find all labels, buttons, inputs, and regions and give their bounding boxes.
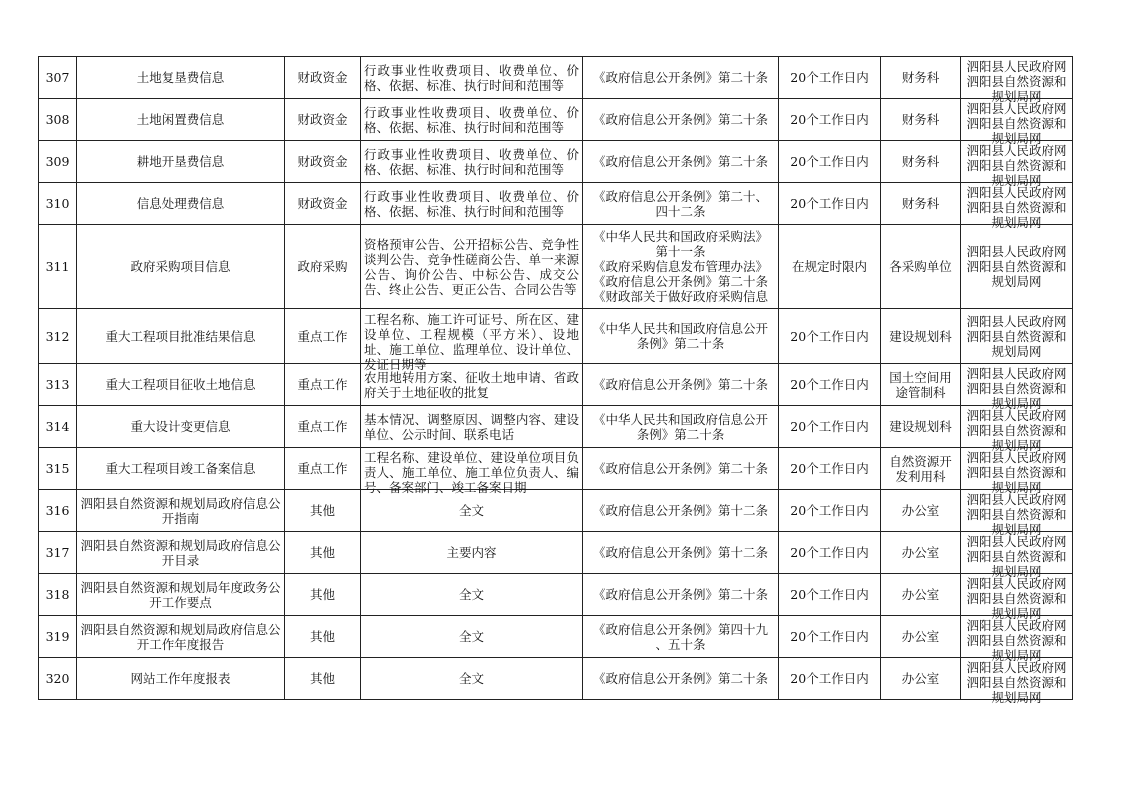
- item-content: [361, 364, 583, 406]
- item-content-text: 资格预审公告、公开招标公告、竞争性谈判公告、竞争性磋商公告、单一来源公告、询价公告、中标公告、成交公告、终止公告、更正公告、合同公告等: [364, 236, 579, 297]
- item-content: [361, 183, 583, 225]
- item-content: 全文: [361, 574, 583, 616]
- table-row: [39, 141, 1073, 183]
- item-name: 泗阳县自然资源和规划局政府信息公开指南: [77, 490, 285, 532]
- item-name: 泗阳县自然资源和规划局政府信息公开工作年度报告: [77, 616, 285, 658]
- table-row: [39, 57, 1073, 99]
- item-channel-text: 泗阳县人民政府网 泗阳县自然资源和规划局网: [966, 59, 1067, 104]
- item-category: 其他: [285, 490, 361, 532]
- table-row: [39, 490, 1073, 532]
- item-department: 建设规划科: [881, 406, 961, 448]
- item-channel-text: 泗阳县人民政府网 泗阳县自然资源和规划局网: [966, 185, 1067, 230]
- item-legal-basis: 《政府信息公开条例》第二十条: [583, 141, 779, 183]
- item-name: 重大工程项目竣工备案信息: [77, 448, 285, 490]
- item-time-limit: 20个工作日内: [779, 532, 881, 574]
- item-channel: [961, 309, 1073, 364]
- item-department: 办公室: [881, 658, 961, 700]
- row-number: 319: [39, 616, 77, 658]
- table-row: [39, 406, 1073, 448]
- item-channel: [961, 448, 1073, 495]
- row-number: 314: [39, 406, 77, 448]
- item-channel: [961, 616, 1073, 663]
- item-time-limit: 在规定时限内: [779, 225, 881, 309]
- item-content: [361, 57, 583, 99]
- item-channel-text: 泗阳县人民政府网 泗阳县自然资源和规划局网: [966, 660, 1067, 705]
- item-legal-basis: 《政府信息公开条例》第十二条: [583, 532, 779, 574]
- row-number: 307: [39, 57, 77, 99]
- item-content-text: 行政事业性收费项目、收费单位、价格、依据、标准、执行时间和范围等: [364, 188, 579, 219]
- item-content-text: 工程名称、建设单位、建设单位项目负责人、施工单位、施工单位负责人、编号、备案部门、竣工备案日期: [364, 450, 579, 495]
- item-legal-basis: [583, 225, 779, 309]
- item-time-limit: 20个工作日内: [779, 448, 881, 490]
- item-channel-text: 泗阳县人民政府网 泗阳县自然资源和规划局网: [966, 101, 1067, 146]
- item-channel-text: 泗阳县人民政府网 泗阳县自然资源和规划局网: [966, 450, 1067, 495]
- item-content: [361, 225, 583, 309]
- item-name: 重大设计变更信息: [77, 406, 285, 448]
- item-legal-basis: 《政府信息公开条例》第二十条: [583, 57, 779, 99]
- item-category: 财政资金: [285, 57, 361, 99]
- item-channel-text: 泗阳县人民政府网 泗阳县自然资源和规划局网: [966, 366, 1067, 411]
- item-name: 政府采购项目信息: [77, 225, 285, 309]
- item-department: 办公室: [881, 616, 961, 658]
- item-channel: [961, 406, 1073, 453]
- item-category: 重点工作: [285, 406, 361, 448]
- item-department: 财务科: [881, 141, 961, 183]
- item-name: 重大工程项目批准结果信息: [77, 309, 285, 364]
- item-content-text: 基本情况、调整原因、调整内容、建设单位、公示时间、联系电话: [364, 411, 579, 442]
- item-legal-basis: 《政府信息公开条例》第二十条: [583, 364, 779, 406]
- item-category: 财政资金: [285, 183, 361, 225]
- item-channel: [961, 364, 1073, 411]
- item-channel: [961, 141, 1073, 188]
- item-channel: [961, 225, 1073, 309]
- item-time-limit: 20个工作日内: [779, 574, 881, 616]
- table-row: [39, 225, 1073, 309]
- item-department: 财务科: [881, 57, 961, 99]
- row-number: 317: [39, 532, 77, 574]
- item-channel-text: 泗阳县人民政府网 泗阳县自然资源和规划局网: [966, 618, 1067, 663]
- item-channel-text: 泗阳县人民政府网 泗阳县自然资源和规划局网: [966, 534, 1067, 579]
- item-category: 其他: [285, 574, 361, 616]
- item-time-limit: 20个工作日内: [779, 141, 881, 183]
- item-department: 办公室: [881, 490, 961, 532]
- item-department: 建设规划科: [881, 309, 961, 364]
- item-legal-basis-text: 《中华人民共和国政府采购法》 第十一条 《政府采购信息发布管理办法》 《政府信息公开条例》第二十条 《财政部关于做好政府采购信息: [592, 229, 768, 304]
- table-row: [39, 658, 1073, 700]
- item-category: 重点工作: [285, 309, 361, 364]
- row-number: 320: [39, 658, 77, 700]
- item-time-limit: 20个工作日内: [779, 490, 881, 532]
- item-department: 国土空间用 途管制科: [881, 364, 961, 406]
- item-content: 全文: [361, 658, 583, 700]
- item-content: [361, 99, 583, 141]
- item-content: [361, 141, 583, 183]
- item-department: 自然资源开 发利用科: [881, 448, 961, 490]
- item-name: 信息处理费信息: [77, 183, 285, 225]
- item-channel: [961, 658, 1073, 705]
- item-department: 财务科: [881, 183, 961, 225]
- item-content: 全文: [361, 616, 583, 658]
- item-department: 各采购单位: [881, 225, 961, 309]
- item-content: [361, 406, 583, 448]
- row-number: 309: [39, 141, 77, 183]
- row-number: 312: [39, 309, 77, 364]
- item-time-limit: 20个工作日内: [779, 406, 881, 448]
- item-legal-basis: 《政府信息公开条例》第二十、 四十二条: [583, 183, 779, 225]
- item-channel-text: 泗阳县人民政府网 泗阳县自然资源和规划局网: [966, 492, 1067, 537]
- item-time-limit: 20个工作日内: [779, 616, 881, 658]
- item-category: 财政资金: [285, 141, 361, 183]
- item-channel: [961, 183, 1073, 230]
- item-time-limit: 20个工作日内: [779, 658, 881, 700]
- item-name: 重大工程项目征收土地信息: [77, 364, 285, 406]
- item-content: 主要内容: [361, 532, 583, 574]
- item-content-text: 行政事业性收费项目、收费单位、价格、依据、标准、执行时间和范围等: [364, 146, 579, 177]
- item-legal-basis: 《政府信息公开条例》第二十条: [583, 448, 779, 490]
- table-row: [39, 448, 1073, 490]
- table-row: [39, 183, 1073, 225]
- item-name: 网站工作年度报表: [77, 658, 285, 700]
- item-channel: [961, 574, 1073, 621]
- item-channel-text: 泗阳县人民政府网 泗阳县自然资源和规划局网: [966, 313, 1067, 359]
- row-number: 310: [39, 183, 77, 225]
- item-content: [361, 448, 583, 495]
- table-row: [39, 616, 1073, 658]
- table-body: [39, 57, 1073, 705]
- item-channel-text: 泗阳县人民政府网 泗阳县自然资源和规划局网: [966, 576, 1067, 621]
- item-channel-text: 泗阳县人民政府网 泗阳县自然资源和规划局网: [966, 244, 1067, 289]
- item-name: 泗阳县自然资源和规划局年度政务公开工作要点: [77, 574, 285, 616]
- item-content: 全文: [361, 490, 583, 532]
- table-row: [39, 364, 1073, 406]
- item-channel: [961, 57, 1073, 104]
- item-content-text: 工程名称、施工许可证号、所在区、建设单位、工程规模（平方米）、设地址、施工单位、监理单位、设计单位、发证日期等: [364, 311, 579, 372]
- item-content-text: 行政事业性收费项目、收费单位、价格、依据、标准、执行时间和范围等: [364, 104, 579, 135]
- row-number: 315: [39, 448, 77, 490]
- item-category: 重点工作: [285, 364, 361, 406]
- table-row: [39, 532, 1073, 574]
- item-legal-basis: 《中华人民共和国政府信息公开 条例》第二十条: [583, 406, 779, 448]
- item-channel: [961, 99, 1073, 146]
- item-legal-basis: 《政府信息公开条例》第四十九 、五十条: [583, 616, 779, 658]
- item-department: 办公室: [881, 574, 961, 616]
- item-time-limit: 20个工作日内: [779, 309, 881, 364]
- item-category: 重点工作: [285, 448, 361, 490]
- item-legal-basis: 《政府信息公开条例》第二十条: [583, 574, 779, 616]
- row-number: 311: [39, 225, 77, 309]
- item-category: 政府采购: [285, 225, 361, 309]
- item-category: 其他: [285, 616, 361, 658]
- item-content-text: 农用地转用方案、征收土地申请、省政府关于土地征收的批复: [364, 369, 579, 400]
- item-time-limit: 20个工作日内: [779, 364, 881, 406]
- disclosure-catalog-table: [38, 56, 1073, 705]
- table-row: [39, 99, 1073, 141]
- item-time-limit: 20个工作日内: [779, 183, 881, 225]
- item-content-text: 行政事业性收费项目、收费单位、价格、依据、标准、执行时间和范围等: [364, 62, 579, 93]
- row-number: 308: [39, 99, 77, 141]
- item-name: 土地复垦费信息: [77, 57, 285, 99]
- row-number: 316: [39, 490, 77, 532]
- table-row: [39, 309, 1073, 364]
- item-category: 其他: [285, 658, 361, 700]
- item-department: 财务科: [881, 99, 961, 141]
- row-number: 313: [39, 364, 77, 406]
- item-time-limit: 20个工作日内: [779, 57, 881, 99]
- item-channel-text: 泗阳县人民政府网 泗阳县自然资源和规划局网: [966, 143, 1067, 188]
- item-channel: [961, 532, 1073, 579]
- item-time-limit: 20个工作日内: [779, 99, 881, 141]
- item-category: 其他: [285, 532, 361, 574]
- item-legal-basis: 《政府信息公开条例》第二十条: [583, 658, 779, 700]
- item-category: 财政资金: [285, 99, 361, 141]
- item-content: [361, 309, 583, 372]
- item-legal-basis: 《政府信息公开条例》第二十条: [583, 99, 779, 141]
- item-channel: [961, 490, 1073, 537]
- item-name: 耕地开垦费信息: [77, 141, 285, 183]
- item-legal-basis: 《政府信息公开条例》第十二条: [583, 490, 779, 532]
- item-name: 泗阳县自然资源和规划局政府信息公开目录: [77, 532, 285, 574]
- item-channel-text: 泗阳县人民政府网 泗阳县自然资源和规划局网: [966, 408, 1067, 453]
- item-legal-basis: 《中华人民共和国政府信息公开 条例》第二十条: [583, 309, 779, 364]
- table-row: [39, 574, 1073, 616]
- item-name: 土地闲置费信息: [77, 99, 285, 141]
- row-number: 318: [39, 574, 77, 616]
- item-department: 办公室: [881, 532, 961, 574]
